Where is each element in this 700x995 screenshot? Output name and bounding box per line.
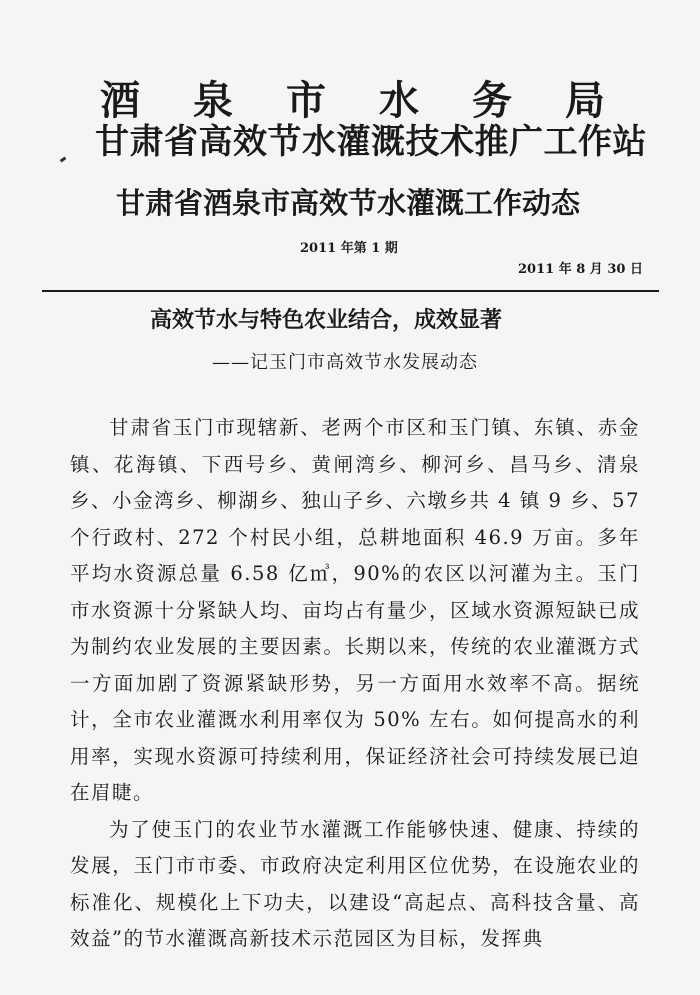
body-paragraph: 为了使玉门的农业节水灌溉工作能够快速、健康、持续的发展，玉门市市委、市政府决定利用区位优势，在设施农业的标准化、规模化上下功夫，以建设“高起点、高科技含量、高效益”的节水灌溉高新技术示范园区为目标，发挥典 — [70, 817, 640, 950]
article-subtitle: ——记玉门市高效节水发展动态 — [212, 352, 478, 373]
bulletin-title: 甘肃省酒泉市高效节水灌溉工作动态 — [116, 186, 581, 220]
article-title: 高效节水与特色农业结合，成效显著 — [150, 307, 503, 333]
issuing-organization-2: 甘肃省高效节水灌溉技术推广工作站 — [95, 122, 647, 162]
org-char: 水 — [379, 77, 419, 124]
org-char: 市 — [286, 77, 326, 124]
issuing-organization-1 — [100, 78, 605, 124]
issue-date: 2011 年 8 月 30 日 — [518, 262, 643, 277]
org-char: 酒 — [100, 77, 140, 124]
org-char: 局 — [565, 77, 605, 124]
header-divider — [42, 290, 659, 292]
issue-number: 2011 年第 1 期 — [300, 241, 398, 256]
org-char: 务 — [472, 77, 512, 124]
article-body — [70, 410, 640, 958]
scan-mark — [60, 157, 67, 163]
body-paragraph: 甘肃省玉门市现辖新、老两个市区和玉门镇、东镇、赤金镇、花海镇、下西号乡、黄闸湾乡、柳河乡、昌马乡、清泉乡、小金湾乡、柳湖乡、独山子乡、六墩乡共 4 镇 9 乡、57 个行政村、272 个村民小组，总耕地面积 46.9 万亩。多年平均水资源总量 6.58 亿㎥，90%的农区以河灌为主。玉门市水资源十分紧缺人均、亩均占有量少，区域水资源短缺已成为制约农业发展的主要因素。长期以来，传统的农业灌溉方式一方面加剧了资源紧缺形势，另一方面用水效率不高。据统计，全市农业灌溉水利用率仅为 50% 左右。如何提高水的利用率，实现水资源可持续利用，保证经济社会可持续发展已迫在眉睫。 — [70, 416, 640, 804]
org-char: 泉 — [193, 77, 233, 124]
